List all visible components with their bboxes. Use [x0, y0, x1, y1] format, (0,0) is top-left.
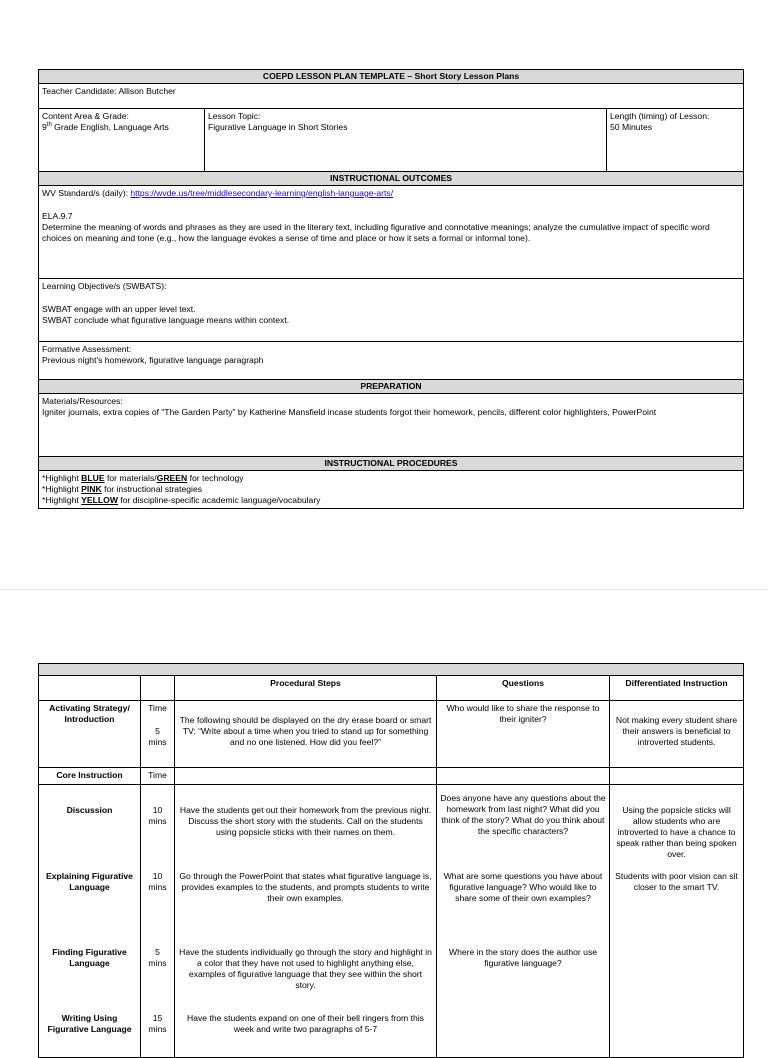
activity-time — [144, 1013, 171, 1035]
materials-value: Igniter journals, extra copies of “The Garden Party” by Katherine Mansfield incase students forgot their homework, pencils, different color highlighters, PowerPoint — [42, 407, 657, 417]
procedures-header: INSTRUCTIONAL PROCEDURES — [39, 457, 744, 471]
core-time-label: Time — [141, 768, 175, 785]
time-label: Time — [148, 703, 167, 713]
highlight-note-yellow — [42, 495, 740, 506]
length-cell — [607, 109, 744, 172]
activating-strategy-label: Activating Strategy/ Introduction — [39, 701, 141, 768]
time-unit: mins — [148, 958, 167, 968]
header-differentiated: Differentiated Instruction — [610, 676, 744, 701]
time-unit: mins — [148, 1024, 167, 1034]
lesson-topic-value: Figurative Language in Short Stories — [208, 122, 348, 132]
grade-number: 9 — [42, 122, 47, 132]
objectives-cell — [39, 279, 744, 342]
core-instruction-label: Core Instruction — [39, 768, 141, 785]
activating-question: Who would like to share the response to their igniter? — [437, 701, 610, 768]
highlight-notes-cell — [39, 471, 744, 509]
note-middle: for instructional strategies — [101, 484, 203, 494]
activity-step: Have the students get out their homework from the previous night. Discuss the short story with the students. Call on the students using popsicle sticks with their names on them. — [179, 805, 432, 837]
note-prefix: *Highlight — [42, 495, 82, 505]
activity-time — [144, 805, 171, 871]
activity-step: Go through the PowerPoint that states what figurative language is, provides examples to the students, and prompts students to write their own examples. — [179, 871, 432, 903]
activity-step: Have the students individually go through the story and highlight in a color that they have not used to highlight anything else, examples of figurative language that they see within the short story. — [179, 947, 432, 990]
note-color-pink: PINK — [81, 484, 102, 494]
highlight-note-pink — [42, 484, 740, 495]
empty-header-cell — [39, 676, 141, 701]
activity-time — [144, 871, 171, 947]
preparation-header: PREPARATION — [39, 380, 744, 394]
core-empty-cell — [437, 768, 610, 785]
note-color-green: GREEN — [156, 473, 188, 483]
materials-cell — [39, 394, 744, 457]
objective-item: SWBAT engage with an upper level text. — [42, 304, 196, 314]
materials-label: Materials/Resources: — [42, 396, 123, 406]
core-empty-cell — [610, 768, 744, 785]
wv-standard-link[interactable]: https://wvde.us/tree/middlesecondary-learning/english-language-arts/ — [130, 188, 394, 198]
header-procedural-steps: Procedural Steps — [175, 676, 437, 701]
activity-question: Does anyone have any questions about the homework from last night? What did you think of the story? What do you think about the specific characters? — [440, 793, 606, 836]
time-value: 10 — [152, 805, 163, 815]
time-unit: mins — [148, 737, 167, 747]
lesson-topic-cell — [205, 109, 607, 172]
note-prefix: *Highlight — [42, 484, 82, 494]
content-area-rest: Grade English, Language Arts — [51, 122, 169, 132]
standards-cell — [39, 186, 744, 279]
formative-cell — [39, 342, 744, 380]
content-area-value — [42, 122, 201, 133]
formative-label: Formative Assessment: — [42, 344, 132, 354]
ela-text: Determine the meaning of words and phrases as they are used in the literary text, including figurative and connotative meanings; analyze the cumulative impact of specific word choices on meaning and tone (e.g., how the language evokes a sense of time and place or how it sets a formal or informal tone). — [42, 222, 710, 243]
page-separator — [0, 589, 768, 590]
core-activity-times — [141, 785, 175, 1058]
template-title: COEPD LESSON PLAN TEMPLATE – Short Story Lesson Plans — [39, 70, 744, 84]
length-label: Length (timing) of Lesson: — [610, 111, 710, 121]
objectives-label: Learning Objective/s (SWBATS): — [42, 281, 167, 291]
time-value: 5 — [155, 947, 160, 957]
activity-differentiated: Students with poor vision can sit closer to the smart TV. — [615, 871, 738, 892]
core-activity-differentiated — [610, 785, 744, 1058]
highlight-note-blue-green — [42, 473, 740, 484]
time-unit: mins — [148, 816, 167, 826]
procedure-table-top-band — [39, 664, 744, 676]
activity-question: Where in the story does the author use figurative language? — [448, 947, 598, 968]
wv-standard — [42, 188, 740, 199]
activating-differentiated: Not making every student share their answers is beneficial to introverted students. — [610, 701, 744, 768]
core-activity-questions — [437, 785, 610, 1058]
activating-step: The following should be displayed on the dry erase board or smart TV: “Write about a time when you tried to stand up for something and no one listened. How did you feel?” — [175, 701, 437, 768]
time-value: 5 — [155, 726, 160, 736]
teacher-candidate: Teacher Candidate: Allison Butcher — [39, 84, 744, 109]
length-value: 50 Minutes — [610, 122, 653, 132]
activity-step: Have the students expand on one of their bell ringers from this week and write two paragraphs of 5-7 — [187, 1013, 424, 1034]
activity-question: What are some questions you have about figurative language? Who would like to share some of their own examples? — [443, 871, 603, 903]
grade-suffix: th — [46, 122, 52, 129]
core-activity-steps — [175, 785, 437, 1058]
header-questions: Questions — [437, 676, 610, 701]
note-prefix: *Highlight — [42, 473, 82, 483]
activity-label: Discussion — [66, 805, 113, 815]
activity-label: Finding Figurative Language — [52, 947, 127, 968]
empty-header-cell — [141, 676, 175, 701]
note-color-yellow: YELLOW — [81, 495, 118, 505]
time-value: 10 — [152, 871, 163, 881]
activity-label: Writing Using Figurative Language — [47, 1013, 132, 1034]
lesson-topic-label: Lesson Topic: — [208, 111, 261, 121]
lesson-plan-header-table — [38, 69, 744, 509]
core-activity-labels — [39, 785, 141, 1058]
formative-value: Previous night's homework, figurative language paragraph — [42, 355, 264, 365]
ela-code: ELA.9.7 — [42, 211, 73, 221]
activity-label: Explaining Figurative Language — [46, 871, 133, 892]
outcomes-header: INSTRUCTIONAL OUTCOMES — [39, 172, 744, 186]
procedure-table — [38, 663, 744, 1058]
note-middle: for materials/ — [104, 473, 157, 483]
activity-time — [144, 947, 171, 1013]
objective-item: SWBAT conclude what figurative language means within context. — [42, 315, 290, 325]
note-suffix: for technology — [187, 473, 244, 483]
activating-time-cell — [141, 701, 175, 768]
content-area-cell — [39, 109, 205, 172]
core-empty-cell — [175, 768, 437, 785]
time-value: 15 — [152, 1013, 163, 1023]
wv-standard-label: WV Standard/s (daily): — [42, 188, 131, 198]
content-area-label: Content Area & Grade: — [42, 111, 129, 121]
time-unit: mins — [148, 882, 167, 892]
note-color-blue: BLUE — [81, 473, 105, 483]
activity-differentiated: Using the popsicle sticks will allow students who are introverted to have a chance to speak rather than being spoken over. — [616, 805, 737, 859]
note-middle: for discipline-specific academic language/vocabulary — [117, 495, 321, 505]
